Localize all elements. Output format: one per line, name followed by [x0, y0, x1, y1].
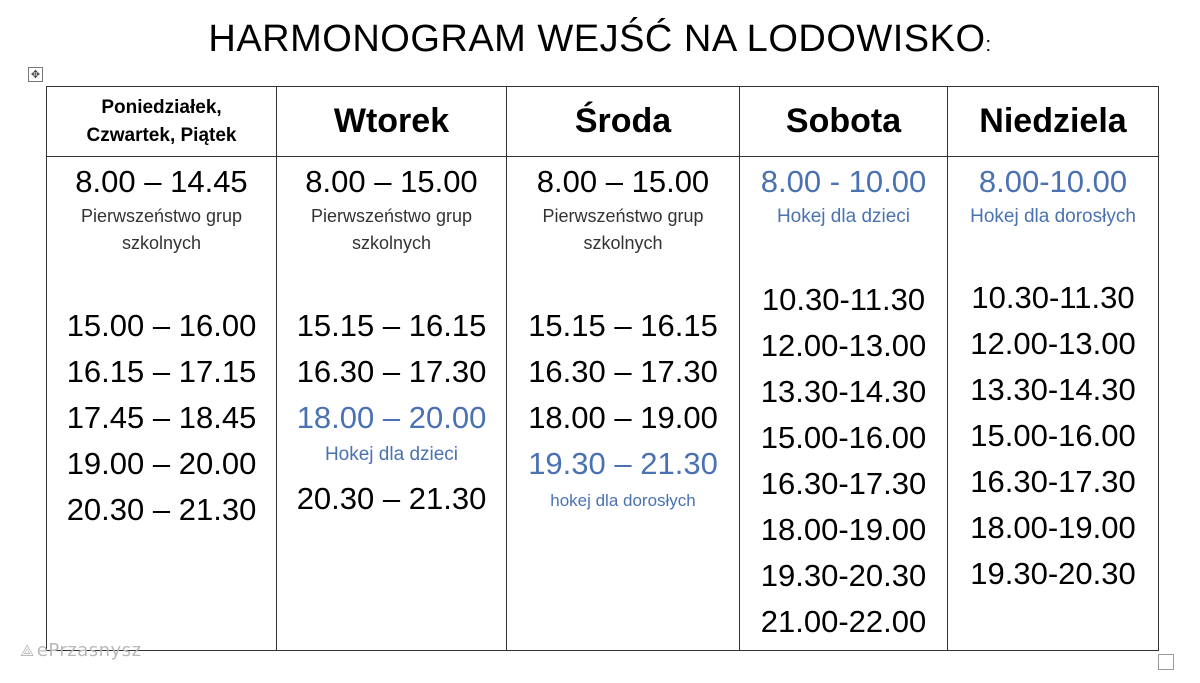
hockey-time-slot: 19.30 – 21.30 [528, 446, 718, 481]
time-slot: 16.15 – 17.15 [66, 354, 257, 389]
time-slot: 18.00 – 19.00 [528, 400, 718, 435]
header-row [47, 87, 1159, 157]
watermark-text: ePrzasnysz [36, 640, 142, 661]
hockey-note: Hokej dla dzieci [324, 444, 459, 465]
time-slot: 15.15 – 16.15 [296, 308, 487, 343]
spacer [507, 257, 739, 303]
spacer [277, 257, 506, 303]
watermark-logo-icon: ⟁ [20, 641, 35, 660]
spacer [277, 468, 506, 476]
time-slot: 10.30-11.30 [971, 280, 1135, 315]
time-slot: 8.00 – 15.00 [305, 164, 478, 199]
spacer [47, 257, 276, 303]
table-resize-handle[interactable] [1158, 654, 1174, 670]
slot-note: szkolnych [583, 233, 663, 253]
time-slot: 18.00-19.00 [970, 510, 1136, 545]
header-tuesday: Wtorek [277, 87, 507, 157]
time-slot: 13.30-14.30 [970, 372, 1136, 407]
title-colon: : [985, 34, 992, 56]
slot-note: Pierwszeństwo grup [310, 206, 473, 226]
header-line: Czwartek, Piątek [86, 124, 237, 146]
hockey-time-slot: 8.00-10.00 [978, 164, 1128, 199]
time-slot: 20.30 – 21.30 [296, 481, 487, 516]
time-slot: 18.00-19.00 [760, 512, 927, 547]
spacer [948, 230, 1158, 275]
time-slot: 8.00 – 15.00 [536, 164, 710, 199]
body-row [47, 157, 1159, 651]
time-slot: 15.00-16.00 [970, 418, 1136, 453]
cell-wednesday [507, 157, 740, 651]
time-slot: 8.00 – 14.45 [75, 164, 248, 199]
cell-tuesday [277, 157, 507, 651]
time-slot: 15.15 – 16.15 [528, 308, 718, 343]
time-slot: 12.00-13.00 [760, 328, 927, 363]
time-slot: 19.30-20.30 [970, 556, 1136, 591]
hockey-note: hokej dla dorosłych [550, 491, 696, 510]
time-slot: 12.00-13.00 [970, 326, 1136, 361]
page-title [0, 18, 1200, 61]
slot-note: Pierwszeństwo grup [542, 206, 704, 226]
slot-note: szkolnych [351, 233, 432, 253]
hockey-time-slot: 18.00 – 20.00 [296, 400, 487, 435]
header-saturday: Sobota [740, 87, 948, 157]
time-slot: 19.00 – 20.00 [66, 446, 257, 481]
time-slot: 10.30-11.30 [761, 282, 926, 317]
watermark [20, 640, 142, 661]
time-slot: 15.00 – 16.00 [66, 308, 257, 343]
time-slot: 16.30-17.30 [760, 466, 927, 501]
hockey-time-slot: 8.00 - 10.00 [760, 164, 927, 199]
slot-note: szkolnych [121, 233, 202, 253]
header-wednesday: Środa [507, 87, 740, 157]
time-slot: 21.00-22.00 [760, 604, 927, 639]
cell-mon-thu-fri [47, 157, 277, 651]
cell-sunday [948, 157, 1159, 651]
time-slot: 13.30-14.30 [760, 374, 927, 409]
time-slot: 20.30 – 21.30 [66, 492, 257, 527]
title-text: HARMONOGRAM WEJŚĆ NA LODOWISKO [208, 18, 986, 60]
spacer [740, 230, 947, 277]
time-slot: 17.45 – 18.45 [66, 400, 257, 435]
time-slot: 16.30-17.30 [970, 464, 1136, 499]
header-mon-thu-fri [47, 87, 277, 157]
hockey-note: Hokej dla dzieci [776, 206, 911, 227]
hockey-note: Hokej dla dorosłych [970, 206, 1136, 227]
time-slot: 19.30-20.30 [760, 558, 927, 593]
schedule-table [46, 86, 1159, 651]
table-move-handle-icon[interactable]: ✥ [28, 67, 43, 82]
slot-note: Pierwszeństwo grup [80, 206, 243, 226]
cell-saturday [740, 157, 948, 651]
header-sunday: Niedziela [948, 87, 1159, 157]
time-slot: 15.00-16.00 [760, 420, 927, 455]
header-line: Poniedziałek, [101, 96, 222, 118]
time-slot: 16.30 – 17.30 [528, 354, 718, 389]
time-slot: 16.30 – 17.30 [296, 354, 487, 389]
